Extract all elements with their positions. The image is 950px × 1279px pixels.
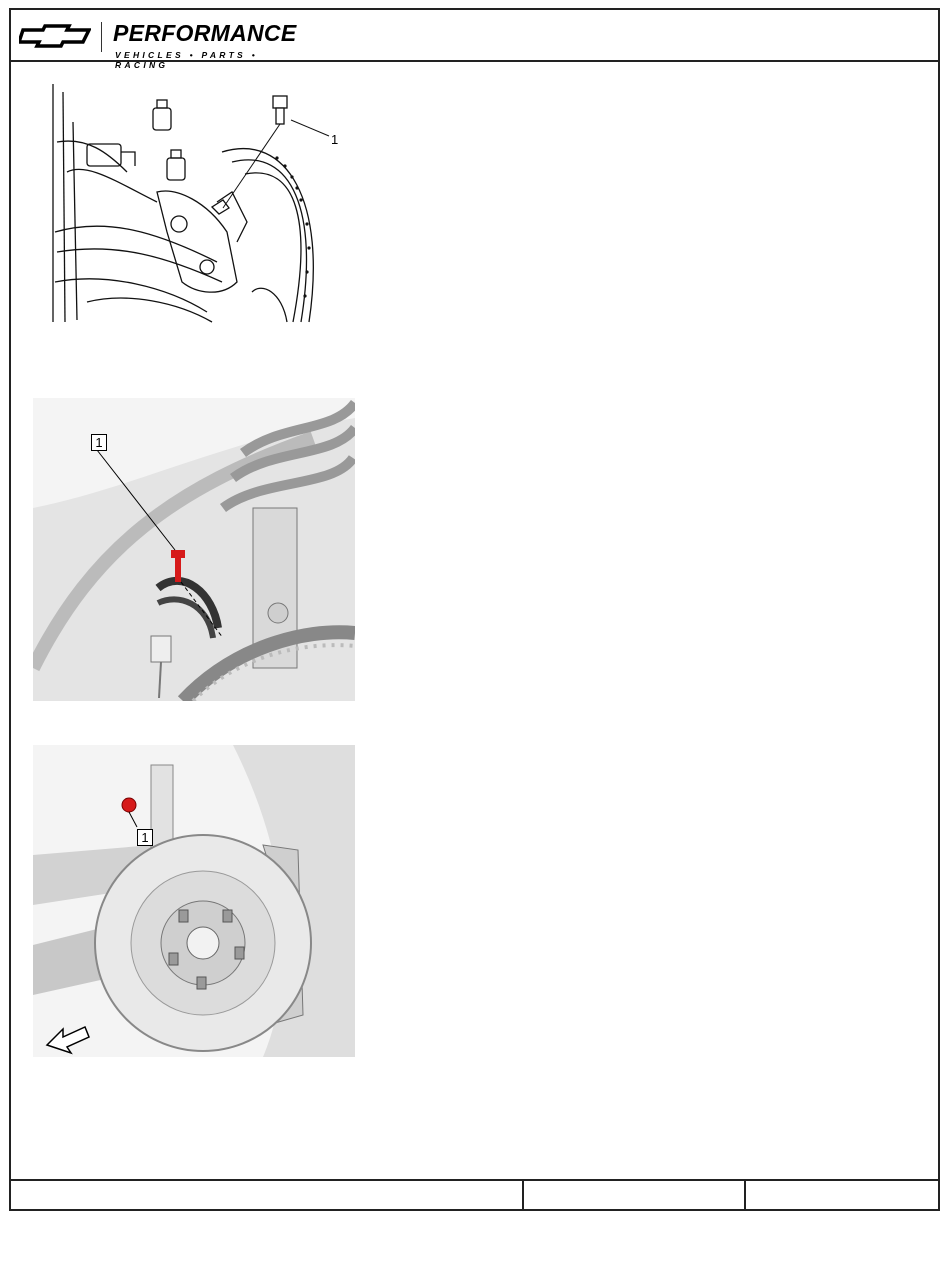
logo-divider <box>101 22 102 52</box>
footer-cell-middle <box>524 1181 744 1209</box>
brand-name: PERFORMANCE <box>113 20 297 46</box>
document-header <box>11 10 938 70</box>
footer-cell-right <box>746 1181 938 1209</box>
figure-2-callout: 1 <box>91 434 107 451</box>
figure-1-callout: 1 <box>331 132 339 147</box>
footer-cell-left <box>11 1181 522 1209</box>
figure-3 <box>33 745 355 1057</box>
front-brake-rotor-hub-illustration <box>33 745 355 1057</box>
wheel-speed-sensor-bolt-line-drawing <box>47 82 347 332</box>
document-footer <box>11 1179 938 1209</box>
brand-logo <box>19 18 297 70</box>
bowtie-logo-icon <box>19 18 91 54</box>
figure-1 <box>47 82 347 332</box>
figure-2 <box>33 398 355 701</box>
wheel-speed-sensor-bolt-shaded-illustration <box>33 398 355 701</box>
brand-tagline: VEHICLES • PARTS • RACING <box>115 50 258 70</box>
page-frame <box>9 8 940 1211</box>
figure-3-callout: 1 <box>137 829 153 846</box>
